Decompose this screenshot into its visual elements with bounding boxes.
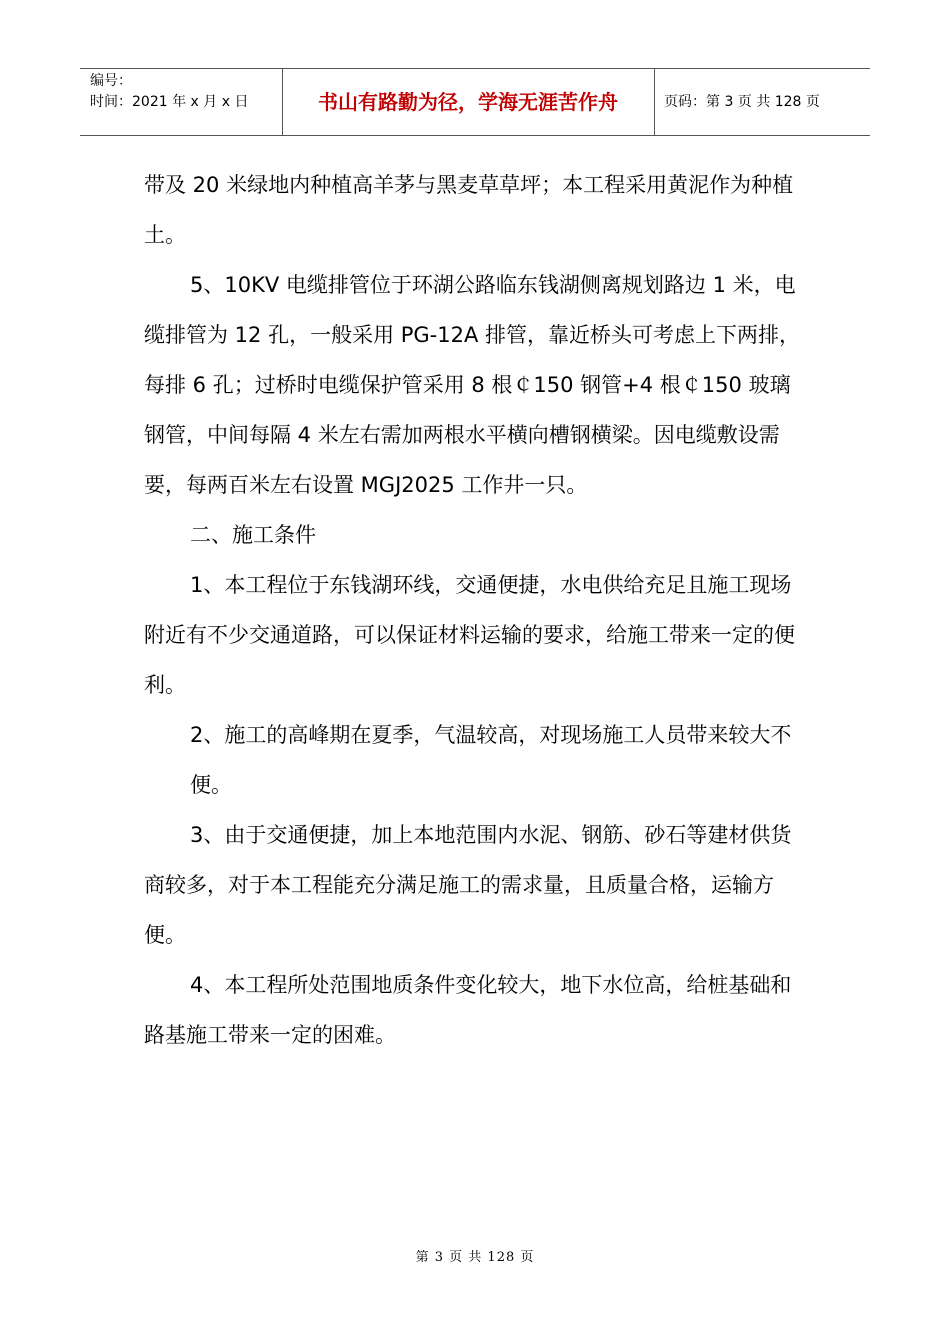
header-page-info: 页码：第 3 页 共 128 页 <box>664 94 820 110</box>
paragraph-item-5: 5、10KV 电缆排管位于环湖公路临东钱湖侧离规划路边 1 米，电缆排管为 12 孔，一般采用 PG-12A 排管，靠近桥头可考虑上下两排，每排 6 孔；过桥时电缆保护管采用 8 根￠150 钢管+4 根￠150 玻璃钢管，中间每隔 4 米左右需加两根水平横向槽钢横梁。因电缆敷设需要，每两百米左右设置 MGJ2025 工作井一只。 <box>144 273 801 497</box>
paragraph-item-1: 1、本工程位于东钱湖环线，交通便捷，水电供给充足且施工现场附近有不少交通道路，可以保证材料运输的要求，给施工带来一定的便利。 <box>144 573 795 697</box>
document-time-label: 时间：2021 年 x 月 x 日 <box>90 94 249 110</box>
header-divider-right <box>654 69 655 135</box>
header-motto: 书山有路勤为径，学海无涯苦作舟 <box>318 90 618 114</box>
section-heading: 二、施工条件 <box>190 523 316 547</box>
page-footer: 第 3 页 共 128 页 <box>415 1250 535 1265</box>
header-meta <box>90 71 248 113</box>
document-body <box>144 160 808 1060</box>
paragraph-item-4: 4、本工程所处范围地质条件变化较大，地下水位高，给桩基础和路基施工带来一定的困难。 <box>144 973 792 1047</box>
paragraph-continued: 带及 20 米绿地内种植高羊茅与黑麦草草坪；本工程采用黄泥作为种植土。 <box>144 173 794 247</box>
page-header <box>80 68 870 136</box>
paragraph-item-2: 2、施工的高峰期在夏季，气温较高，对现场施工人员带来较大不便。 <box>190 723 792 797</box>
paragraph-item-3: 3、由于交通便捷，加上本地范围内水泥、钢筋、砂石等建材供货商较多，对于本工程能充分满足施工的需求量，且质量合格，运输方便。 <box>144 823 792 947</box>
document-number-label: 编号： <box>90 73 132 89</box>
